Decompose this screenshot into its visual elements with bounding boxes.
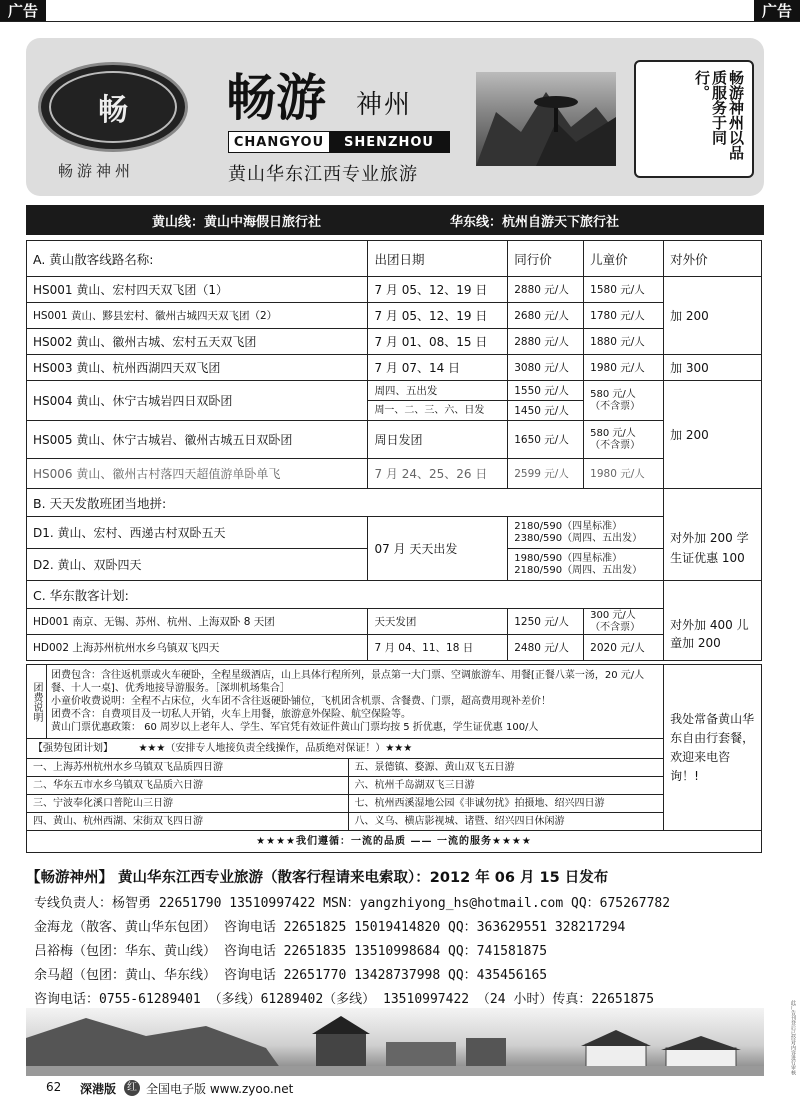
route-ext: 加 200 xyxy=(664,277,762,355)
col-date: 出团日期 xyxy=(368,241,508,277)
route-name: HS002 黄山、徽州古城、宏村五天双飞团 xyxy=(27,329,368,355)
route-ext: 对外加 200 学生证优惠 100 xyxy=(664,517,762,581)
route-date: 7 月 01、08、15 日 xyxy=(368,329,508,355)
route-name: HS001 黄山、黟县宏村、徽州古城四天双飞团（2） xyxy=(27,303,368,329)
notes-body xyxy=(46,665,663,739)
slogan-scroll-text: 畅游神州以品质服务于同行。 xyxy=(693,70,745,160)
route-price: 2599 元/人 xyxy=(508,459,584,489)
top-rule xyxy=(0,21,800,22)
route-price xyxy=(508,517,664,549)
child-note: （不含票） xyxy=(590,439,641,451)
route-child xyxy=(584,381,664,421)
promo-title-cell xyxy=(27,739,664,759)
route-name: HD001 南京、无锡、苏州、杭州、上海双卧 8 天团 xyxy=(27,609,368,635)
child-note: （不含票） xyxy=(590,621,641,633)
logo-char: 畅 xyxy=(49,71,177,143)
promo-row xyxy=(27,795,762,813)
table-row xyxy=(27,635,762,661)
promo-item: 二、华东五市水乡乌镇双飞品质六日游 xyxy=(27,777,349,795)
contact-line: 吕裕梅（包团：华东、黄山线） 咨询电话 22651835 13510998684 QQ：741581875 xyxy=(34,944,548,959)
route-price: 2880 元/人 xyxy=(508,329,584,355)
side-note: 我处常备黄山华东自由行套餐，欢迎来电咨询！! xyxy=(664,665,762,831)
contact-headline: 【畅游神州】 黄山华东江西专业旅游（散客行程请来电索取）：2012 年 06 月 15 日发布 xyxy=(26,870,609,886)
brand-english xyxy=(228,131,450,153)
route-price: 1450 元/人 xyxy=(508,401,584,421)
route-price xyxy=(508,549,664,581)
route-child: 2020 元/人 xyxy=(584,635,664,661)
route-date: 07 月 天天出发 xyxy=(368,517,508,581)
table-row xyxy=(27,303,762,329)
section-a-title: A. 黄山散客线路名称: xyxy=(27,241,368,277)
price-line: 2180/590（四星标准） xyxy=(514,520,623,532)
promo-item: 一、上海苏州杭州水乡乌镇双飞品质四日游 xyxy=(27,759,349,777)
route-child xyxy=(584,421,664,459)
mountain-photo-icon xyxy=(476,72,616,166)
site-url[interactable]: 全国电子版 www.zyoo.net xyxy=(146,1082,294,1096)
price-line: 1980/590（四星标准） xyxy=(514,552,623,564)
price-line: 2180/590（周四、五出发） xyxy=(514,564,643,576)
edition-badge: 红 xyxy=(124,1080,140,1096)
edition-label: 深港版 xyxy=(80,1082,117,1096)
brand-title-main: 畅游 xyxy=(226,68,326,127)
table-row xyxy=(27,421,762,459)
route-date: 7 月 04、11、18 日 xyxy=(368,635,508,661)
route-name: HS004 黄山、休宁古城岩四日双卧团 xyxy=(27,381,368,421)
brand-title-sub: 神州 xyxy=(356,90,413,120)
child-price: 580 元/人 xyxy=(590,427,636,439)
route-ext: 加 300 xyxy=(664,355,762,381)
promo-row xyxy=(27,813,762,831)
table-header-row xyxy=(27,241,762,277)
route-ext: 加 200 xyxy=(664,381,762,489)
route-date: 周一、二、三、六、日发 xyxy=(368,401,508,421)
route-name: HS003 黄山、杭州西湖四天双飞团 xyxy=(27,355,368,381)
ad-tag-left: 广告 xyxy=(0,0,46,22)
contact-line: 咨询电话：0755-61289401 （多线）61289402（多线） 13510997422 （24 小时）传真：22651875 xyxy=(34,992,655,1007)
route-date: 周四、五出发 xyxy=(368,381,508,401)
route-price: 1250 元/人 xyxy=(508,609,584,635)
route-child: 1780 元/人 xyxy=(584,303,664,329)
table-row xyxy=(27,517,762,549)
table-row xyxy=(27,329,762,355)
notes-row xyxy=(27,665,762,739)
promo-note: ★★★（安排专人地接负责全线操作，品质绝对保证！）★★★ xyxy=(138,743,413,754)
route-price: 1550 元/人 xyxy=(508,381,584,401)
mountain-photo xyxy=(476,72,616,166)
huangshan-line: 黄山线：黄山中海假日旅行社 xyxy=(152,214,322,230)
contact-line: 专线负责人：杨智勇 22651790 13510997422 MSN：yangzhiyong_hs@hotmail.com QQ：675267782 xyxy=(34,896,671,911)
service-slogan: ★★★★我们遵循：一流的品质 —— 一流的服务★★★★ xyxy=(27,831,762,853)
route-ext: 对外加 400 儿童加 200 xyxy=(664,609,762,661)
note-line: 团费包含：含往返机票或火车硬卧，全程星级酒店，山上具体行程所列，景点第一大门票、空调旅游车、用餐[正餐八菜一汤，20 元/人餐、十人一桌]、优秀地接导游服务。［深圳机场集合］ xyxy=(50,670,645,694)
route-price: 1650 元/人 xyxy=(508,421,584,459)
promo-row xyxy=(27,759,762,777)
table-row xyxy=(27,609,762,635)
brand-en-right: SHENZHOU xyxy=(329,132,449,152)
route-date: 7 月 05、12、19 日 xyxy=(368,303,508,329)
promo-item: 三、宁波奉化溪口普陀山三日游 xyxy=(27,795,349,813)
route-name: HS001 黄山、宏村四天双飞团（1） xyxy=(27,277,368,303)
section-b-header xyxy=(27,489,762,517)
slogan-row xyxy=(27,831,762,853)
operator-lines-bar xyxy=(26,205,764,235)
route-child: 1980 元/人 xyxy=(584,459,664,489)
huadong-line: 华东线：杭州自游天下旅行社 xyxy=(450,214,620,230)
contact-line: 余马超（包团：黄山、华东线） 咨询电话 22651770 13428737998 QQ：435456165 xyxy=(34,968,548,983)
route-date: 7 月 05、12、19 日 xyxy=(368,277,508,303)
promo-item: 四、黄山、杭州西湖、宋街双飞四日游 xyxy=(27,813,349,831)
note-line: 小童价收费说明：全程不占床位，火车团不含往返硬卧铺位，飞机团含机票、含餐费、门票，超高费用现补差价！ xyxy=(50,696,551,707)
brand-logo xyxy=(38,62,188,152)
promo-item: 七、杭州西溪湿地公园《非诚勿扰》拍摄地、绍兴四日游 xyxy=(348,795,664,813)
route-price: 2680 元/人 xyxy=(508,303,584,329)
route-name: D1. 黄山、宏村、西递古村双卧五天 xyxy=(27,517,368,549)
note-line: 团费不含：自费项目及一切私人开销，火车上用餐，旅游意外保险、航空保险等。 xyxy=(50,709,411,720)
promo-row xyxy=(27,777,762,795)
logo-caption: 畅游神州 xyxy=(58,162,135,180)
section-c-header xyxy=(27,581,762,609)
route-price: 3080 元/人 xyxy=(508,355,584,381)
brand-subtitle: 黄山华东江西专业旅游 xyxy=(228,164,418,185)
route-price: 2880 元/人 xyxy=(508,277,584,303)
promo-title: 【强势包团计划】 xyxy=(33,743,113,754)
page-number: 62 xyxy=(46,1080,62,1094)
empty-cell xyxy=(664,489,762,517)
child-price: 300 元/人 xyxy=(590,609,636,621)
col-price: 同行价 xyxy=(508,241,584,277)
route-name: HS006 黄山、徽州古村落四天超值游单卧单飞 xyxy=(27,459,368,489)
notes-label: 团费说明 xyxy=(27,665,47,739)
notes-table xyxy=(26,664,762,853)
contact-line: 金海龙（散客、黄山华东包团） 咨询电话 22651825 15019414820 QQ：363629551 328217294 xyxy=(34,920,626,935)
route-child: 1880 元/人 xyxy=(584,329,664,355)
ad-tag-right: 广告 xyxy=(754,0,800,22)
tour-price-table xyxy=(26,240,762,661)
note-line: 黄山门票优惠政策： 60 周岁以上老年人、学生、军官凭有效证件黄山门票均按 5 折优惠，学生证优惠 100/人 xyxy=(50,722,539,733)
route-name: HD002 上海苏州杭州水乡乌镇双飞四天 xyxy=(27,635,368,661)
table-row xyxy=(27,355,762,381)
route-child: 1580 元/人 xyxy=(584,277,664,303)
empty-cell xyxy=(664,581,762,609)
route-child: 1980 元/人 xyxy=(584,355,664,381)
landscape-icon xyxy=(26,1008,764,1076)
route-date: 7 月 24、25、26 日 xyxy=(368,459,508,489)
col-child: 儿童价 xyxy=(584,241,664,277)
route-date: 周日发团 xyxy=(368,421,508,459)
promo-item: 五、景德镇、婺源、黄山双飞五日游 xyxy=(348,759,664,777)
child-note: （不含票） xyxy=(590,400,641,412)
section-b-title: B. 天天发散班团当地拼: xyxy=(27,489,664,517)
route-date: 天天发团 xyxy=(368,609,508,635)
table-row xyxy=(27,381,762,401)
table-row xyxy=(27,277,762,303)
route-price: 2480 元/人 xyxy=(508,635,584,661)
promo-header xyxy=(27,739,762,759)
route-name: HS005 黄山、休宁古城岩、徽州古城五日双卧团 xyxy=(27,421,368,459)
promo-item: 八、义乌、横店影视城、诸暨、绍兴四日休闲游 xyxy=(348,813,664,831)
col-ext: 对外价 xyxy=(664,241,762,277)
table-row xyxy=(27,459,762,489)
village-landscape-image xyxy=(26,1008,764,1076)
brand-en-left: CHANGYOU xyxy=(229,132,329,152)
promo-item: 六、杭州千岛湖双飞三日游 xyxy=(348,777,664,795)
side-note-vertical: 此广告刊登后已经对内容进行审核 xyxy=(790,1000,796,1075)
price-line: 2380/590（周四、五出发） xyxy=(514,532,643,544)
section-c-title: C. 华东散客计划: xyxy=(27,581,664,609)
child-price: 580 元/人 xyxy=(590,388,636,400)
route-name: D2. 黄山、双卧四天 xyxy=(27,549,368,581)
route-child xyxy=(584,609,664,635)
route-date: 7 月 07、14 日 xyxy=(368,355,508,381)
